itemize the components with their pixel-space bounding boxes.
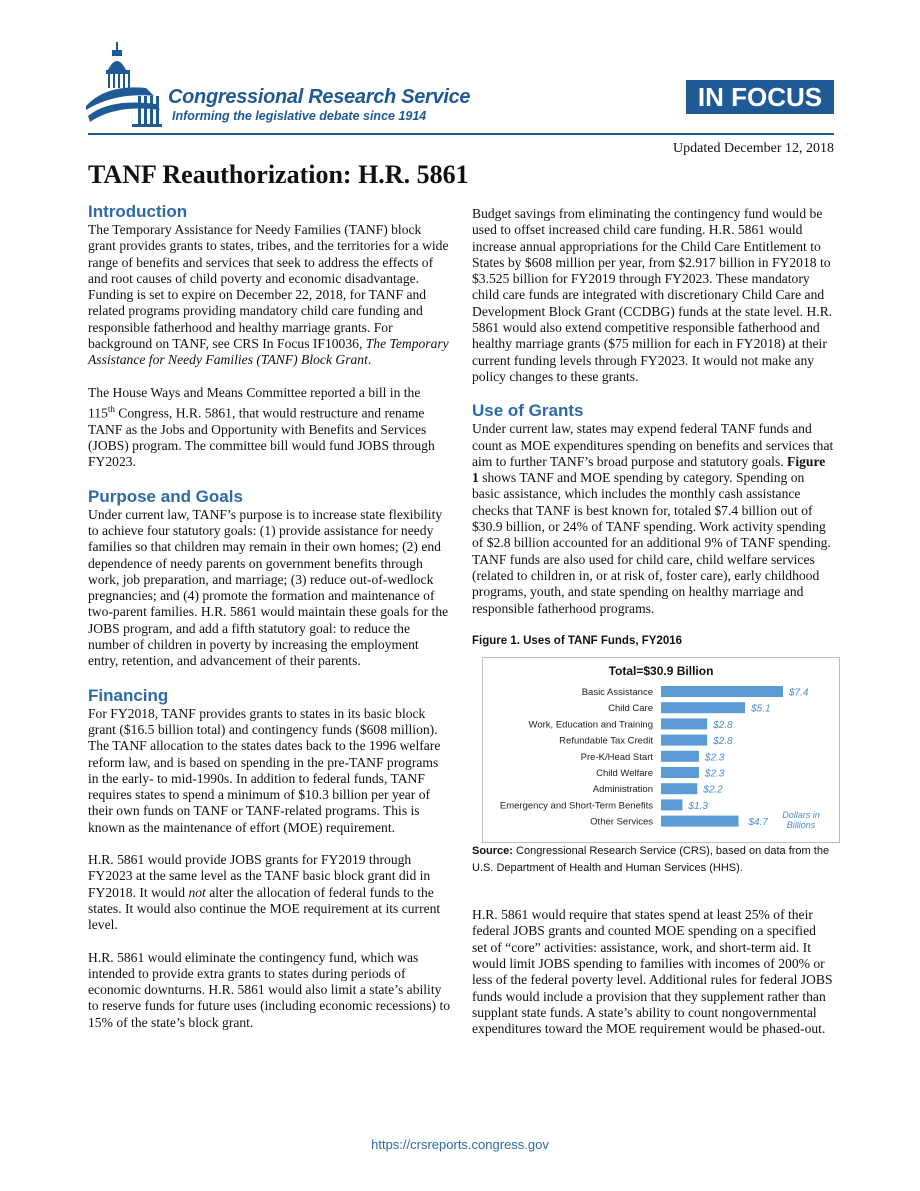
- financing-paragraph-1: For FY2018, TANF provides grants to states in its basic block grant ($16.5 billion total) and contingency funds ($608 million). The TANF allocation to the states dates back to the 1996 welfare reform law, and is based on spending in the pre-TANF programs in the early- to mid-1990s. In addition to federal funds, TANF requires states to spend a minimum of $10.3 billion per year of their own funds on TANF or TANF-related programs. This is known as the maintenance of effort (MOE) requirement.: [88, 705, 441, 835]
- bar: [661, 816, 738, 827]
- data-label: $2.3: [704, 752, 725, 764]
- data-label: $2.3: [704, 768, 725, 780]
- category-label: Refundable Tax Credit: [559, 735, 653, 747]
- intro2-superscript: th: [107, 403, 115, 414]
- unit-label-line-2: Billions: [786, 820, 816, 831]
- intro-citation: The Temporary Assistance for Needy Families (TANF) Block Grant: [88, 336, 449, 368]
- right-column: [472, 206, 834, 1054]
- source-label: Source:: [472, 845, 513, 858]
- introduction-heading: Introduction: [88, 202, 188, 221]
- intro2-text: The House Ways and Means Committee reported a bill in the 115: [88, 384, 421, 421]
- page-title: TANF Reauthorization: H.R. 5861: [88, 160, 469, 189]
- use-of-grants-paragraph-2: H.R. 5861 would require that states spend at least 25% of their federal JOBS grants and counted MOE spending on a specified set of “core” activities: assistance, work, and short-term aid. It would limit JOBS spending to families with incomes of 200% or less of the federal poverty level. Additional rules for federal JOBS funds would include a provision that they supplement rather than supplant state funds. A state’s ability to count nongovernmental expenditures toward the MOE requirement would be phased-out.: [472, 907, 833, 1037]
- org-name: Congressional Research Service: [168, 86, 471, 108]
- figure-reference: Figure 1: [472, 453, 826, 486]
- category-label: Administration: [592, 784, 653, 796]
- figure-title: Figure 1. Uses of TANF Funds, FY2016: [472, 634, 683, 647]
- financing-heading: Financing: [88, 685, 169, 705]
- grants-text-end: shows TANF and MOE spending by category. Spending on basic assistance, which includes the monthly cash assistance checks that TANF is best known for, totaled $7.4 billion out of $30.9 billion, or 24% of TANF spending. Work activity spending of $2.8 billion accounted for an additional 9% of TANF spending. TANF funds are also used for child care, child welfare services (related to children in, or at risk of, foster care), early childhood programs, youth, and state spending on healthy marriage and responsible fatherhood programs.: [472, 470, 831, 616]
- category-label: Pre-K/Head Start: [580, 751, 653, 763]
- crs-logo: [86, 40, 166, 128]
- tanf-funds-chart: [482, 657, 840, 843]
- data-label: $5.1: [751, 703, 771, 715]
- purpose-paragraph: Under current law, TANF’s purpose is to increase state flexibility to achieve four statutory goals: (1) provide assistance for needy families so that children may remain in their own homes; (2) end dependence of needy parents on government benefits through work, job preparation, and marriage; (3) reduce out-of-wedlock pregnancies; and (4) promote the formation and maintenance of two-parent families. H.R. 5861 would maintain these goals for the JOBS program, and add a fifth statutory goal: to reduce the number of children in poverty by increasing the employment entry, retention, and advancement of their parents.: [88, 506, 449, 669]
- intro-text: The Temporary Assistance for Needy Families (TANF) block grant provides grants to states, tribes, and the territories for a wide range of benefits and services that seek to address the effects of and root causes of child poverty and economic disadvantage. Funding is set to expire on December 22, 2018, for TANF and related programs providing mandatory child care funding and responsible fatherhood and healthy marriage grants. For background on TANF, see CRS In Focus IF10036,: [88, 222, 449, 352]
- updated-date: Updated December 12, 2018: [673, 141, 834, 156]
- chart-title: Total=$30.9 Billion: [608, 664, 714, 679]
- figure-source: [472, 843, 834, 877]
- grants-text: Under current law, states may expend federal TANF funds and count as MOE expenditures spending on benefits and services that aim to further TANF’s broad purpose and statutory goals.: [472, 421, 834, 469]
- child-care-paragraph: Budget savings from eliminating the contingency fund would be used to offset increased child care funding. H.R. 5861 would increase annual appropriations for the Child Care Entitlement to States by $608 million per year, from $2.917 billion in FY2018 to $3.525 billion for FY2019 through FY2023. These mandatory child care funds are integrated with discretionary Child Care and Development Block Grant (CCDBG) funds at the state level. H.R. 5861 would also extend competitive responsible fatherhood and healthy marriage grants ($75 million for each in FY2018) at their current funding levels through FY2023. It would not make any policy changes to these grants.: [472, 206, 833, 384]
- purpose-heading: Purpose and Goals: [88, 486, 243, 506]
- in-focus-badge: IN FOCUS: [686, 80, 834, 114]
- category-label: Work, Education and Training: [528, 719, 653, 731]
- data-label: $2.8: [713, 720, 733, 732]
- fin2-emphasis: not: [188, 884, 206, 900]
- financing-paragraph-3: H.R. 5861 would eliminate the contingency fund, which was intended to provide extra grants to states during periods of economic downturns. H.R. 5861 would also limit a state’s ability to reserve funds for future uses (including economic recessions) to 15% of the state’s block grant.: [88, 949, 451, 1030]
- use-of-grants-heading: Use of Grants: [472, 401, 584, 421]
- bar: [661, 702, 745, 713]
- intro2-text-end: Congress, H.R. 5861, that would restructure and rename TANF as the Jobs and Opportunity with Benefits and Services (JOBS) program. The committee bill would fund JOBS through FY2023.: [88, 405, 435, 470]
- capitol-dome-icon: [86, 40, 166, 128]
- category-label: Child Care: [608, 703, 653, 715]
- category-label: Emergency and Short-Term Benefits: [499, 800, 653, 812]
- fin2-text: H.R. 5861 would provide JOBS grants for FY2019 through FY2023 at the same level as the TANF basic block grant did in FY2018. It would: [88, 852, 431, 900]
- bar: [661, 751, 699, 762]
- unit-label-line-1: Dollars in: [782, 810, 820, 821]
- org-tagline: Informing the legislative debate since 1914: [172, 109, 427, 123]
- introduction-paragraph-1: [88, 222, 450, 369]
- bar: [661, 735, 707, 746]
- data-label: $7.4: [789, 687, 809, 699]
- source-text: Congressional Research Service (CRS), based on data from the U.S. Department of Health and Human Services (HHS).: [472, 845, 830, 875]
- data-label: $2.2: [703, 784, 723, 796]
- left-column: [88, 202, 450, 1047]
- footer-url[interactable]: https://crsreports.congress.gov: [371, 1137, 549, 1152]
- use-of-grants-paragraph-1: [472, 421, 834, 617]
- data-label: $2.8: [713, 736, 733, 748]
- data-label: $4.7: [748, 817, 768, 829]
- bar: [661, 783, 697, 794]
- bar: [661, 800, 682, 811]
- bar: [661, 719, 707, 730]
- bar: [661, 686, 783, 697]
- data-label: $1.3: [688, 801, 708, 813]
- category-label: Basic Assistance: [581, 687, 653, 699]
- introduction-paragraph-2: [88, 385, 450, 471]
- category-label: Other Services: [590, 816, 653, 828]
- category-label: Child Welfare: [596, 768, 653, 780]
- intro-period: .: [367, 352, 372, 368]
- header-divider: [88, 133, 834, 135]
- bar: [661, 767, 699, 778]
- bar-chart-svg: [483, 658, 839, 842]
- financing-paragraph-2: [88, 852, 450, 933]
- fin2-text-end: alter the allocation of federal funds to the states. It would also continue the MOE requirement at its current level.: [88, 884, 441, 933]
